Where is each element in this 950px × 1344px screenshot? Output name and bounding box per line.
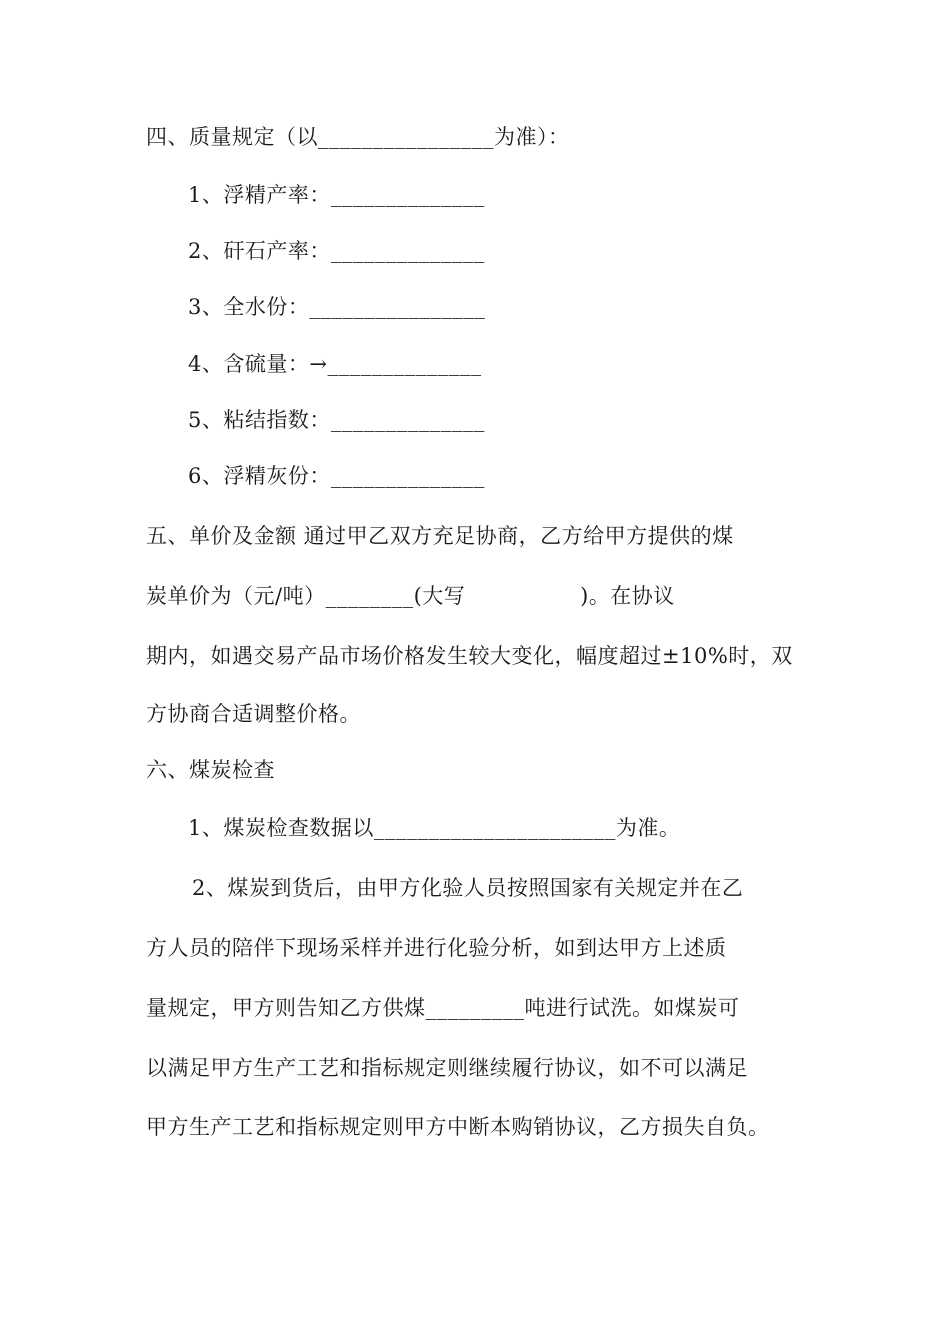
quality-item-caking-index: 5、粘结指数：______________ — [188, 408, 485, 432]
quality-item-sulfur-content: 4、含硫量：→______________ — [188, 352, 482, 376]
inspection-item-2-line-4: 以满足甲方生产工艺和指标规定则继续履行协议，如不可以满足 — [146, 1056, 748, 1080]
inspection-item-1: 1、煤炭检查数据以______________________为准。 — [188, 816, 681, 840]
section-6-heading: 六、煤炭检查 — [146, 758, 275, 782]
inspection-item-2-line-1: 2、煤炭到货后，由甲方化验人员按照国家有关规定并在乙 — [192, 876, 744, 900]
section-5-line-1: 五、单价及金额 通过甲乙双方充足协商，乙方给甲方提供的煤 — [146, 524, 734, 548]
section-5-line-2: 炭单价为（元/吨）________(大写 )。在协议 — [146, 584, 675, 608]
section-4-heading: 四、质量规定（以________________为准）： — [146, 125, 570, 149]
quality-item-total-moisture: 3、全水份：________________ — [188, 295, 486, 319]
inspection-item-2-line-2: 方人员的陪伴下现场采样并进行化验分析，如到达甲方上述质 — [146, 936, 727, 960]
quality-item-gangue-yield: 2、矸石产率：______________ — [188, 239, 485, 263]
quality-item-flotation-ash: 6、浮精灰份：______________ — [188, 464, 485, 488]
inspection-item-2-line-3: 量规定，甲方则告知乙方供煤_________吨进行试洗。如煤炭可 — [146, 996, 740, 1020]
section-5-line-4: 方协商合适调整价格。 — [146, 702, 361, 726]
inspection-item-2-line-5: 甲方生产工艺和指标规定则甲方中断本购销协议，乙方损失自负。 — [146, 1115, 770, 1139]
section-5-line-3: 期内，如遇交易产品市场价格发生较大变化，幅度超过±10%时，双 — [146, 644, 793, 668]
quality-item-flotation-yield: 1、浮精产率：______________ — [188, 183, 485, 207]
